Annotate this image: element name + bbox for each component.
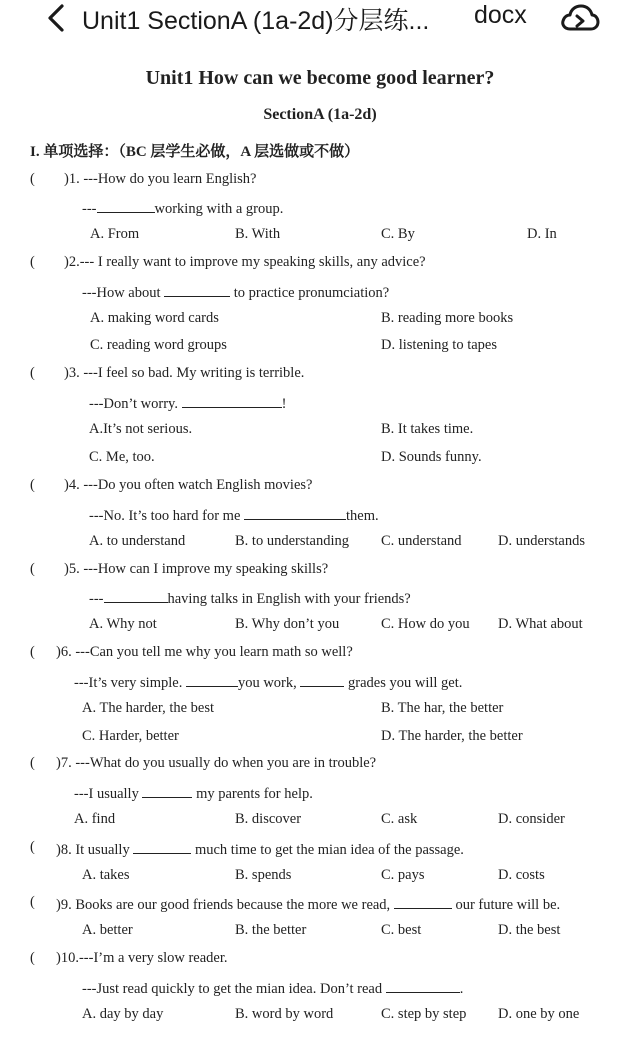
answer-paren: ( (30, 644, 35, 660)
question-stem: )2.--- I really want to improve my speaking skills, any advice? (64, 254, 426, 270)
question-answer-line: --- having talks in English with your friends? (89, 588, 411, 608)
option-a[interactable]: A. day by day (82, 1006, 164, 1022)
option-a[interactable]: A. takes (82, 867, 130, 883)
document-heading: Unit1 How can we become good learner? (145, 67, 495, 89)
answer-paren: ( (30, 561, 35, 577)
option-b[interactable]: B. the better (235, 922, 307, 938)
option-b[interactable]: B. It takes time. (381, 421, 474, 437)
option-a[interactable]: A. find (74, 811, 116, 827)
fill-blank[interactable] (97, 198, 155, 213)
section-heading: I. 单项选择：（BC 层学生必做，A 层选做或不做） (30, 144, 360, 160)
option-d[interactable]: D. In (527, 226, 557, 242)
question-stem: )5. ---How can I improve my speaking skills? (64, 561, 329, 577)
option-c[interactable]: C. reading word groups (90, 337, 227, 353)
question-answer-line: --- working with a group. (82, 198, 283, 218)
option-d[interactable]: D. one by one (498, 1006, 580, 1022)
option-a[interactable]: A. Why not (89, 616, 157, 632)
option-a[interactable]: A. to understand (89, 533, 186, 549)
option-c[interactable]: C. By (381, 226, 415, 242)
option-a[interactable]: A. making word cards (90, 310, 219, 326)
answer-paren: ( (30, 755, 35, 771)
cloud-upload-icon[interactable] (560, 2, 600, 36)
fill-blank[interactable] (164, 282, 230, 297)
fill-blank[interactable] (394, 894, 452, 909)
option-c[interactable]: C. ask (381, 811, 418, 827)
question-answer-line: ---It’s very simple. you work, grades you will get. (74, 672, 462, 692)
question-answer-line: ---No. It’s too hard for me them. (89, 505, 379, 525)
option-d[interactable]: D. understands (498, 533, 585, 549)
option-b[interactable]: B. Why don’t you (235, 616, 340, 632)
question-answer-line: ---I usually my parents for help. (74, 783, 313, 803)
option-b[interactable]: B. With (235, 226, 281, 242)
option-c[interactable]: C. How do you (381, 616, 470, 632)
answer-paren: ( (30, 950, 35, 966)
chevron-left-icon[interactable] (40, 3, 72, 33)
fill-blank[interactable] (104, 588, 168, 603)
option-b[interactable]: B. word by word (235, 1006, 334, 1022)
option-c[interactable]: C. best (381, 922, 422, 938)
fill-blank[interactable] (182, 393, 282, 408)
document-subheading: SectionA (1a-2d) (263, 106, 377, 123)
question-stem: )10.---I’m a very slow reader. (56, 950, 228, 966)
option-d[interactable]: D. the best (498, 922, 561, 938)
answer-paren: ( (30, 171, 35, 187)
option-d[interactable]: D. listening to tapes (381, 337, 497, 353)
option-c[interactable]: C. Me, too. (89, 449, 155, 465)
option-c[interactable]: C. pays (381, 867, 425, 883)
question-answer-line: ---How about to practice pronumciation? (82, 282, 389, 302)
fill-blank[interactable] (186, 672, 238, 687)
document-title: Unit1 SectionA (1a-2d)分层练... (82, 7, 430, 35)
answer-paren: ( (30, 894, 35, 910)
option-a[interactable]: A.It’s not serious. (89, 421, 193, 437)
fill-blank[interactable] (300, 672, 344, 687)
option-d[interactable]: D. Sounds funny. (381, 449, 482, 465)
option-a[interactable]: A. better (82, 922, 133, 938)
answer-paren: ( (30, 365, 35, 381)
question-stem: )3. ---I feel so bad. My writing is terrible. (64, 365, 305, 381)
option-d[interactable]: D. The harder, the better (381, 728, 523, 744)
fill-blank[interactable] (244, 505, 346, 520)
question-stem: )1. ---How do you learn English? (64, 171, 257, 187)
question-stem: )4. ---Do you often watch English movies? (64, 477, 313, 493)
option-d[interactable]: D. consider (498, 811, 565, 827)
question-stem: )6. ---Can you tell me why you learn math so well? (56, 644, 353, 660)
top-bar (0, 0, 640, 40)
question-stem: )9. Books are our good friends because the more we read, our future will be. (56, 894, 560, 914)
question-stem: )7. ---What do you usually do when you are in trouble? (56, 755, 377, 771)
option-c[interactable]: C. understand (381, 533, 462, 549)
option-b[interactable]: B. to understanding (235, 533, 349, 549)
option-b[interactable]: B. The har, the better (381, 700, 504, 716)
option-c[interactable]: C. step by step (381, 1006, 467, 1022)
document-extension: docx (474, 1, 527, 29)
answer-paren: ( (30, 839, 35, 855)
option-b[interactable]: B. reading more books (381, 310, 514, 326)
fill-blank[interactable] (386, 978, 460, 993)
fill-blank[interactable] (142, 783, 192, 798)
option-a[interactable]: A. From (90, 226, 140, 242)
option-a[interactable]: A. The harder, the best (82, 700, 215, 716)
answer-paren: ( (30, 254, 35, 270)
option-b[interactable]: B. discover (235, 811, 302, 827)
question-answer-line: ---Don’t worry. ! (89, 393, 286, 413)
option-d[interactable]: D. What about (498, 616, 583, 632)
answer-paren: ( (30, 477, 35, 493)
question-stem: )8. It usually much time to get the mian idea of the passage. (56, 839, 464, 859)
fill-blank[interactable] (133, 839, 191, 854)
option-b[interactable]: B. spends (235, 867, 292, 883)
option-c[interactable]: C. Harder, better (82, 728, 179, 744)
option-d[interactable]: D. costs (498, 867, 545, 883)
question-answer-line: ---Just read quickly to get the mian idea. Don’t read . (82, 978, 463, 998)
